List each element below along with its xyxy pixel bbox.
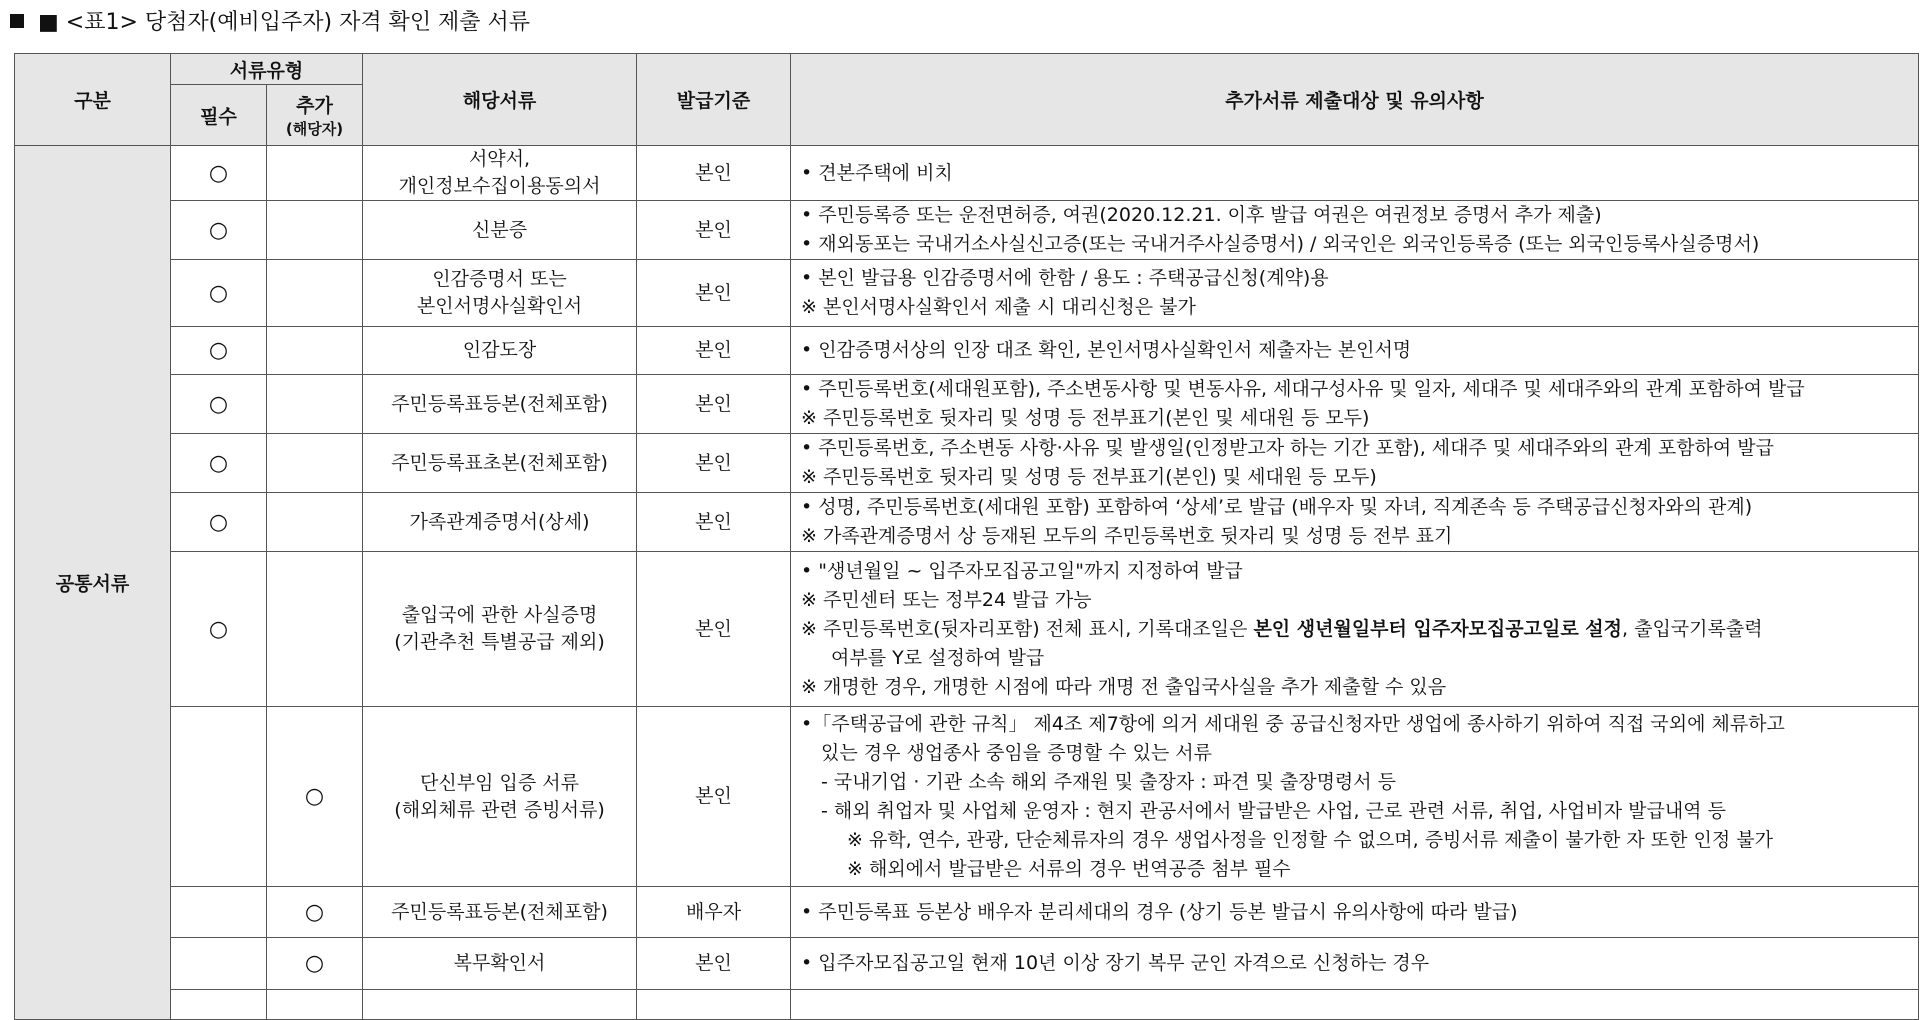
basis-cell: 배우자: [637, 887, 791, 938]
required-mark: ○: [171, 434, 267, 493]
header-category: 구분: [15, 54, 171, 146]
required-mark: ○: [171, 552, 267, 707]
basis-cell: 본인: [637, 146, 791, 201]
square-bullet-icon: [10, 14, 24, 28]
table-row: [15, 493, 1919, 552]
table-row: [15, 260, 1919, 327]
additional-mark: ○: [267, 707, 363, 887]
additional-mark: [267, 493, 363, 552]
notes-cell: • 주민등록번호(세대원포함), 주소변동사항 및 변동사유, 세대구성사유 및 일자, 세대주 및 세대주와의 관계 포함하여 발급 ※ 주민등록번호 뒷자리 및 성명 등 전부표기(본인 및 세대원 등 모두): [791, 375, 1919, 434]
table-row: [15, 434, 1919, 493]
document-cell: [363, 990, 637, 1020]
required-mark: ○: [171, 260, 267, 327]
document-cell: 인감증명서 또는 본인서명사실확인서: [363, 260, 637, 327]
document-cell: 주민등록표등본(전체포함): [363, 887, 637, 938]
basis-cell: 본인: [637, 938, 791, 990]
document-cell: 가족관계증명서(상세): [363, 493, 637, 552]
notes-cell: • 본인 발급용 인감증명서에 한함 / 용도 : 주택공급신청(계약)용 ※ 본인서명사실확인서 제출 시 대리신청은 불가: [791, 260, 1919, 327]
header-required: 필수: [171, 85, 267, 146]
table-row-partial: [15, 990, 1919, 1020]
document-cell: 출입국에 관한 사실증명 (기관추천 특별공급 제외): [363, 552, 637, 707]
notes-cell: • 입주자모집공고일 현재 10년 이상 장기 복무 군인 자격으로 신청하는 경우: [791, 938, 1919, 990]
basis-cell: [637, 990, 791, 1020]
basis-cell: 본인: [637, 201, 791, 260]
required-mark: [171, 707, 267, 887]
basis-cell: 본인: [637, 552, 791, 707]
document-cell: 복무확인서: [363, 938, 637, 990]
document-cell: 단신부임 입증 서류 (해외체류 관련 증빙서류): [363, 707, 637, 887]
required-mark: ○: [171, 493, 267, 552]
header-notes: 추가서류 제출대상 및 유의사항: [791, 54, 1919, 146]
additional-mark: ○: [267, 887, 363, 938]
header-additional: [267, 85, 363, 146]
table-title-text: ■ <표1> 당첨자(예비입주자) 자격 확인 제출 서류: [38, 10, 531, 35]
document-cell: 주민등록표등본(전체포함): [363, 375, 637, 434]
table-row: [15, 327, 1919, 375]
additional-mark: [267, 201, 363, 260]
notes-cell: • 인감증명서상의 인장 대조 확인, 본인서명사실확인서 제출자는 본인서명: [791, 327, 1919, 375]
required-mark: ○: [171, 375, 267, 434]
required-mark: [171, 887, 267, 938]
category-cell: 공통서류: [15, 146, 171, 1020]
table-row: [15, 707, 1919, 887]
table-row: [15, 146, 1919, 201]
table-row: [15, 201, 1919, 260]
document-cell: 인감도장: [363, 327, 637, 375]
notes-cell: • 주민등록번호, 주소변동 사항·사유 및 발생일(인정받고자 하는 기간 포함), 세대주 및 세대주와의 관계 포함하여 발급 ※ 주민등록번호 뒷자리 및 성명 등 전부표기(본인) 및 세대원 등 모두): [791, 434, 1919, 493]
basis-cell: 본인: [637, 493, 791, 552]
table-row: [15, 552, 1919, 707]
notes-cell: • 주민등록표 등본상 배우자 분리세대의 경우 (상기 등본 발급시 유의사항에 따라 발급): [791, 887, 1919, 938]
required-mark: [171, 990, 267, 1020]
basis-cell: 본인: [637, 327, 791, 375]
header-additional-sub: (해당자): [285, 120, 344, 138]
document-cell: 신분증: [363, 201, 637, 260]
notes-cell: • "생년월일 ~ 입주자모집공고일"까지 지정하여 발급 ※ 주민센터 또는 정부24 발급 가능 ※ 주민등록번호(뒷자리포함) 전체 표시, 기록대조일은 본인 생년월일부터 입주자모집공고일로 설정, 출입국기록출력 여부를 Y로 설정하여 발급 ※ 개명한 경우, 개명한 시점에 따라 개명 전 출입국사실을 추가 제출할 수 있음: [791, 552, 1919, 707]
notes-cell: • 견본주택에 비치: [791, 146, 1919, 201]
document-cell: 서약서, 개인정보수집이용동의서: [363, 146, 637, 201]
additional-mark: [267, 146, 363, 201]
additional-mark: [267, 260, 363, 327]
header-document: 해당서류: [363, 54, 637, 146]
header-issue-basis: 발급기준: [637, 54, 791, 146]
table-title: [10, 4, 530, 42]
notes-cell: • 성명, 주민등록번호(세대원 포함) 포함하여 ‘상세’로 발급 (배우자 및 자녀, 직계존속 등 주택공급신청자와의 관계) ※ 가족관계증명서 상 등재된 모두의 주민등록번호 뒷자리 및 성명 등 전부 표기: [791, 493, 1919, 552]
emphasis-text: 본인 생년월일부터 입주자모집공고일로 설정: [1253, 617, 1623, 640]
notes-cell: • 주민등록증 또는 운전면허증, 여권(2020.12.21. 이후 발급 여권은 여권정보 증명서 추가 제출) • 재외동포는 국내거소사실신고증(또는 국내거주사실증명서) / 외국인은 외국인등록증 (또는 외국인등록사실증명서): [791, 201, 1919, 260]
document-cell: 주민등록표초본(전체포함): [363, 434, 637, 493]
notes-cell: [791, 990, 1919, 1020]
additional-mark: ○: [267, 938, 363, 990]
additional-mark: [267, 375, 363, 434]
basis-cell: 본인: [637, 260, 791, 327]
additional-mark: [267, 990, 363, 1020]
document-table: [14, 53, 1919, 1020]
basis-cell: 본인: [637, 707, 791, 887]
header-doc-type: 서류유형: [171, 54, 363, 85]
table-row: [15, 375, 1919, 434]
notes-cell: •「주택공급에 관한 규칙」 제4조 제7항에 의거 세대원 중 공급신청자만 생업에 종사하기 위하여 직접 국외에 체류하고 있는 경우 생업종사 중임을 증명할 수 있는 서류 - 국내기업 · 기관 소속 해외 주재원 및 출장자 : 파견 및 출장명령서 등 - 해외 취업자 및 사업체 운영자 : 현지 관공서에서 발급받은 사업, 근로 관련 서류, 취업, 사업비자 발급내역 등 ※ 유학, 연수, 관광, 단순체류자의 경우 생업사정을 인정할 수 없으며, 증빙서류 제출이 불가한 자 또한 인정 불가 ※ 해외에서 발급받은 서류의 경우 번역공증 첨부 필수: [791, 707, 1919, 887]
required-mark: [171, 938, 267, 990]
table-row: [15, 938, 1919, 990]
additional-mark: [267, 327, 363, 375]
table-row: [15, 887, 1919, 938]
additional-mark: [267, 552, 363, 707]
header-additional-label: 추가: [296, 95, 333, 117]
basis-cell: 본인: [637, 375, 791, 434]
additional-mark: [267, 434, 363, 493]
required-mark: ○: [171, 201, 267, 260]
notes-line-mixed: ※ 주민등록번호(뒷자리포함) 전체 표시, 기록대조일은 본인 생년월일부터 입주자모집공고일로 설정, 출입국기록출력: [801, 617, 1763, 640]
basis-cell: 본인: [637, 434, 791, 493]
required-mark: ○: [171, 146, 267, 201]
required-mark: ○: [171, 327, 267, 375]
